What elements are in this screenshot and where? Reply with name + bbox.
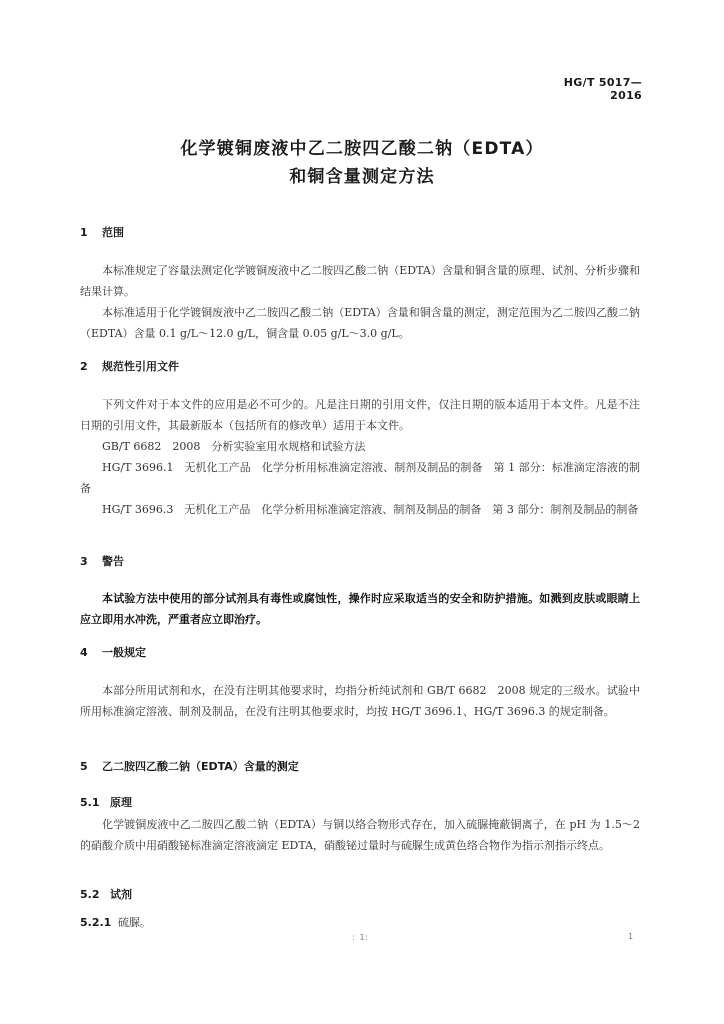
section-5-2-number: 5.2 bbox=[80, 888, 100, 901]
section-2-paragraph-1: 下列文件对于本文件的应用是必不可少的。凡是注日期的引用文件，仅注日期的版本适用于本文件。凡是不注日期的引用文件，其最新版本（包括所有的修改单）适用于本文件。 bbox=[80, 398, 640, 432]
section-5-1-title: 原理 bbox=[110, 796, 132, 809]
section-2-title: 规范性引用文件 bbox=[102, 360, 179, 373]
section-5-2-1-number: 5.2.1 bbox=[80, 916, 112, 929]
section-4-title: 一般规定 bbox=[102, 646, 146, 659]
warning-paragraph: 本试验方法中使用的部分试剂具有毒性或腐蚀性，操作时应采取适当的安全和防护措施。如溅到皮肤或眼睛上应立即用水冲洗，严重者应立即治疗。 bbox=[80, 592, 640, 626]
section-5-number: 5 bbox=[80, 760, 88, 773]
section-3-number: 3 bbox=[80, 555, 88, 568]
section-3-heading bbox=[80, 553, 124, 569]
section-1-heading bbox=[80, 224, 124, 240]
document-title-line-1: 化学镀铜废液中乙二胺四乙酸二钠（EDTA） bbox=[180, 139, 544, 159]
section-1-paragraph-2: 本标准适用于化学镀铜废液中乙二胺四乙酸二钠（EDTA）含量和铜含量的测定，测定范围为乙二胺四乙酸二钠（EDTA）含量 0.1 g/L～12.0 g/L，铜含量 0.05 g/L～3.0 g/L。 bbox=[80, 306, 640, 340]
standard-code: HG/T 5017—2016 bbox=[563, 76, 642, 102]
page-number: 1 bbox=[628, 932, 634, 941]
reference-hg-t-3696-3: HG/T 3696.3 无机化工产品 化学分析用标准滴定溶液、制剂及制品的制备 第 3 部分：制剂及制品的制备 bbox=[102, 503, 639, 516]
section-1-title: 范围 bbox=[102, 226, 124, 239]
section-2-heading bbox=[80, 358, 179, 374]
section-5-2-heading bbox=[80, 886, 132, 902]
section-2-number: 2 bbox=[80, 360, 88, 373]
section-4-number: 4 bbox=[80, 646, 88, 659]
section-5-1-number: 5.1 bbox=[80, 796, 100, 809]
section-3-title: 警告 bbox=[102, 555, 124, 568]
section-5-1-paragraph-1: 化学镀铜废液中乙二胺四乙酸二钠（EDTA）与铜以络合物形式存在，加入硫脲掩蔽铜离子，在 pH 为 1.5～2 的硝酸介质中用硝酸铋标准滴定溶液滴定 EDTA，硝酸铋过量时与硫脲生成黄色络合物作为指示剂指示终点。 bbox=[80, 818, 640, 852]
section-5-2-title: 试剂 bbox=[110, 888, 132, 901]
reference-gb-t-6682: GB/T 6682 2008 分析实验室用水规格和试验方法 bbox=[102, 440, 366, 453]
section-5-1-heading bbox=[80, 794, 132, 810]
section-5-title: 乙二胺四乙酸二钠（EDTA）含量的测定 bbox=[102, 760, 299, 773]
section-4-paragraph-1: 本部分所用试剂和水，在没有注明其他要求时，均指分析纯试剂和 GB/T 6682 2008 规定的三级水。试验中所用标准滴定溶液、制剂及制品，在没有注明其他要求时，均按 HG/T 3696.1、HG/T 3696.3 的规定制备。 bbox=[80, 684, 640, 718]
section-5-2-1-text: 硫脲。 bbox=[118, 916, 151, 929]
footer-center-mark: ：1： bbox=[351, 933, 373, 942]
document-title-line-2: 和铜含量测定方法 bbox=[289, 167, 435, 187]
section-1-number: 1 bbox=[80, 226, 88, 239]
section-1-paragraph-1: 本标准规定了容量法测定化学镀铜废液中乙二胺四乙酸二钠（EDTA）含量和铜含量的原理、试剂、分析步骤和结果计算。 bbox=[80, 264, 640, 298]
section-5-heading bbox=[80, 758, 299, 774]
reference-hg-t-3696-1: HG/T 3696.1 无机化工产品 化学分析用标准滴定溶液、制剂及制品的制备 第 1 部分：标准滴定溶液的制备 bbox=[80, 461, 640, 495]
section-5-2-1-item bbox=[80, 914, 151, 930]
section-4-heading bbox=[80, 644, 146, 660]
